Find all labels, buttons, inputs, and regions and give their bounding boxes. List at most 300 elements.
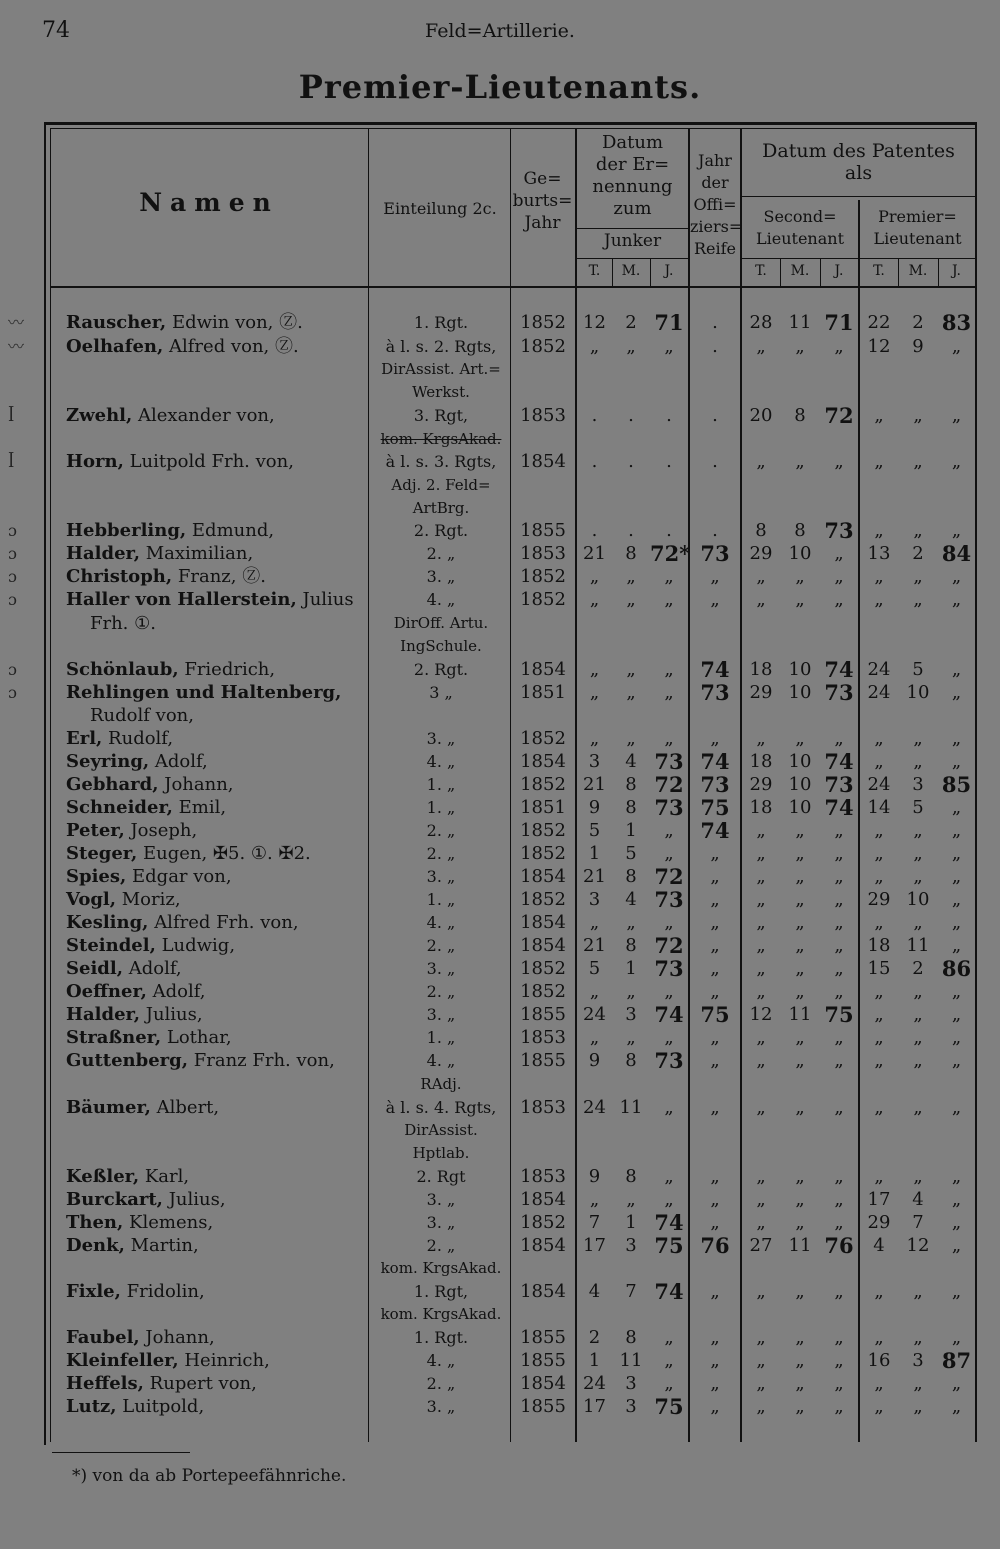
surname: Gebhard, [66, 774, 159, 795]
cell-reife: „ [710, 1327, 720, 1348]
cell-sm: „ [795, 958, 805, 979]
cell-year: 1855 [520, 1350, 566, 1371]
cell-jt: „ [589, 981, 600, 1002]
cell-jm: „ [626, 1189, 636, 1210]
cell-pj: „ [951, 1027, 962, 1048]
surname: Denk, [66, 1235, 125, 1256]
header-sj: J. [834, 263, 844, 279]
cell-year: 1852 [520, 566, 566, 587]
cell-pm: 3 [912, 1350, 924, 1371]
cell-pt: 24 [867, 659, 891, 680]
surname: Spies, [66, 866, 127, 887]
cell-pj: „ [951, 866, 962, 887]
table-row [0, 450, 1000, 473]
surname: Oeffner, [66, 981, 147, 1002]
table-row [0, 957, 1000, 980]
subline-unit: DirAssist. [404, 1121, 478, 1139]
subline-unit: RAdj. [420, 1075, 462, 1093]
surname: Schneider, [66, 797, 173, 818]
cell-pm: „ [913, 1097, 923, 1118]
rule-junker-sub [575, 258, 688, 259]
cell-reife: 75 [700, 795, 730, 820]
cell-sj: 76 [824, 1233, 854, 1258]
officer-name [66, 957, 182, 980]
cell-jm: „ [626, 566, 636, 587]
cell-year: 1852 [520, 728, 566, 749]
officer-name [66, 1096, 219, 1119]
unit-assignment: 3. „ [426, 1397, 456, 1416]
cell-year: 1852 [520, 843, 566, 864]
table-row [0, 1280, 1000, 1303]
cell-pt: „ [874, 1027, 884, 1048]
officer-name [66, 1395, 204, 1418]
surname: Halder, [66, 1004, 140, 1025]
cell-jt: „ [589, 589, 600, 610]
cell-pj: 85 [941, 772, 972, 797]
surname: Haller von Hallerstein, [66, 589, 297, 610]
table-row [0, 404, 1000, 427]
cell-jj: 73 [654, 887, 684, 912]
cell-pj: „ [951, 912, 962, 933]
unit-assignment: 1. „ [426, 775, 456, 794]
officer-name [66, 1026, 232, 1049]
cell-jm: „ [626, 912, 636, 933]
surname: Bäumer, [66, 1097, 151, 1118]
surname: Oelhafen, [66, 336, 164, 357]
given-name: Maximilian, [145, 543, 254, 564]
officer-name [66, 311, 303, 334]
given-name: Alfred von, Ⓩ. [169, 336, 299, 357]
cell-pm: „ [913, 1004, 923, 1025]
officer-name [66, 1234, 199, 1257]
cell-year: 1854 [520, 935, 566, 956]
unit-assignment: 3. Rgt, [413, 406, 469, 425]
cell-pj: „ [951, 1166, 962, 1187]
cell-jm: 1 [625, 1212, 637, 1233]
cell-pm: „ [913, 843, 923, 864]
subline-unit: kom. KrgsAkad. [380, 1305, 502, 1323]
unit-assignment: 1. Rgt. [413, 1328, 469, 1347]
cell-reife: „ [710, 843, 720, 864]
cell-jj: 71 [654, 310, 684, 335]
cell-pm: 11 [906, 935, 930, 956]
cell-year: 1853 [520, 405, 566, 426]
officer-name [66, 1211, 213, 1234]
cell-pm: 3 [912, 774, 924, 795]
cell-year: 1854 [520, 1235, 566, 1256]
cell-year: 1852 [520, 336, 566, 357]
surname: Horn, [66, 451, 124, 472]
unit-assignment: 4. „ [426, 1351, 456, 1370]
header-premier-lieutenant: Premier= Lieutenant [873, 207, 962, 248]
unit-assignment: 3. „ [426, 1005, 456, 1024]
table-row [0, 519, 1000, 542]
cell-pm: „ [913, 751, 923, 772]
surname: Peter, [66, 820, 125, 841]
cell-reife: 73 [700, 541, 730, 566]
cell-year: 1852 [520, 774, 566, 795]
cell-year: 1853 [520, 1166, 566, 1187]
cell-pt: 29 [867, 1212, 891, 1233]
cell-pt: „ [874, 1097, 884, 1118]
cell-reife: „ [710, 866, 720, 887]
cell-pj: 87 [941, 1348, 972, 1373]
cell-pt: „ [874, 866, 884, 887]
cell-reife: 75 [700, 1002, 730, 1027]
cell-jt: 1 [588, 1350, 601, 1371]
cell-jj: „ [664, 1189, 674, 1210]
cell-pt: „ [874, 981, 884, 1002]
footnote-rule [52, 1452, 190, 1453]
cell-reife: „ [710, 1350, 720, 1371]
cell-pt: 29 [867, 889, 891, 910]
cell-year: 1855 [520, 1396, 566, 1417]
cell-sj: „ [834, 889, 844, 910]
cell-jm: 7 [625, 1281, 637, 1302]
cell-jm: 8 [625, 1166, 637, 1187]
cell-jt: „ [589, 728, 600, 749]
cell-st: 18 [749, 797, 773, 818]
cell-st: 20 [749, 405, 773, 426]
cell-pt: „ [874, 1396, 884, 1417]
cell-reife: „ [710, 1027, 720, 1048]
table-row [0, 1234, 1000, 1257]
cell-jj: 72 [654, 933, 684, 958]
margin-mark: ꟾ [8, 452, 15, 471]
cell-pj: „ [951, 589, 962, 610]
table-row [0, 588, 1000, 611]
cell-pm: „ [913, 451, 923, 472]
cell-reife: „ [710, 1281, 720, 1302]
unit-assignment: 2. Rgt. [413, 660, 469, 679]
surname: Christoph, [66, 566, 173, 587]
unit-assignment: 3. „ [426, 959, 456, 978]
cell-sj: „ [834, 1327, 844, 1348]
cell-pj: „ [951, 1189, 962, 1210]
cell-jm: 8 [625, 797, 637, 818]
cell-sj: 74 [824, 657, 854, 682]
cell-pm: „ [913, 981, 923, 1002]
cell-reife: „ [710, 566, 720, 587]
cell-jm: 8 [625, 1050, 637, 1071]
cell-jm: „ [626, 589, 636, 610]
page-title: Premier-Lieutenants. [298, 68, 702, 106]
cell-pt: „ [874, 589, 884, 610]
cell-pj: „ [951, 820, 962, 841]
cell-jt: 1 [588, 843, 601, 864]
cell-sm: „ [795, 336, 805, 357]
header-geburtsjahr: Ge= burts= Jahr [512, 169, 573, 233]
cell-pt: 15 [867, 958, 891, 979]
officer-name [66, 1372, 257, 1395]
rule-junker-top [575, 228, 688, 229]
cell-jj: „ [664, 912, 674, 933]
given-name: Albert, [156, 1097, 220, 1118]
cell-reife: „ [710, 1373, 720, 1394]
header-st: T. [755, 263, 767, 279]
cell-year: 1853 [520, 1027, 566, 1048]
cell-jt: „ [589, 1189, 600, 1210]
cell-jt: 4 [588, 1281, 601, 1302]
margin-mark: ɔ [8, 660, 17, 679]
cell-pm: „ [913, 1027, 923, 1048]
cell-jt: 12 [583, 312, 606, 333]
cell-jt: 2 [588, 1327, 601, 1348]
cell-jt: 21 [583, 774, 606, 795]
cell-pt: „ [874, 520, 884, 541]
cell-jm: 3 [625, 1235, 637, 1256]
footnote: *) von da ab Portepeefähnriche. [72, 1466, 347, 1486]
table-row [0, 1372, 1000, 1395]
header-pm: M. [908, 263, 928, 279]
surname: Kleinfeller, [66, 1350, 179, 1371]
cell-jt: 21 [583, 543, 606, 564]
cell-reife: . [712, 336, 718, 357]
cell-jm: „ [626, 728, 636, 749]
cell-pm: 7 [912, 1212, 924, 1233]
table-row [0, 1165, 1000, 1188]
subline-unit: kom. KrgsAkad. [380, 430, 502, 448]
cell-pj: „ [951, 1212, 962, 1233]
officer-name [66, 565, 266, 588]
cell-pm: „ [913, 1166, 923, 1187]
cell-sj: „ [834, 1212, 844, 1233]
cell-year: 1854 [520, 451, 566, 472]
cell-year: 1852 [520, 820, 566, 841]
surname: Seidl, [66, 958, 123, 979]
cell-pj: 83 [941, 310, 972, 335]
cell-pt: „ [874, 912, 884, 933]
header-sm: M. [790, 263, 810, 279]
cell-year: 1854 [520, 866, 566, 887]
cell-sm: „ [795, 1373, 805, 1394]
given-name: Klemens, [129, 1212, 214, 1233]
cell-jm: 8 [625, 774, 637, 795]
table-row [0, 819, 1000, 842]
cell-pj: „ [951, 843, 962, 864]
header-pj: J. [952, 263, 961, 279]
header-namen: Namen [139, 188, 279, 217]
cell-jm: 8 [625, 935, 637, 956]
cell-st: „ [756, 912, 766, 933]
cell-jj: 73 [654, 749, 684, 774]
cell-sj: „ [834, 1281, 844, 1302]
subline-unit: IngSchule. [400, 637, 482, 655]
margin-mark: ɔ [8, 590, 17, 609]
surname: Seyring, [66, 751, 150, 772]
cell-pj: „ [951, 405, 962, 426]
cell-jj: „ [664, 336, 674, 357]
cell-sj: „ [834, 1050, 844, 1071]
cell-jm: „ [626, 336, 636, 357]
cell-jj: 73 [654, 795, 684, 820]
officer-name [66, 934, 235, 957]
cell-sj: „ [834, 543, 844, 564]
margin-mark: ɔ [8, 521, 17, 540]
cell-pj: 84 [941, 541, 972, 566]
officer-name [66, 1280, 205, 1303]
cell-pm: „ [913, 820, 923, 841]
cell-sm: 10 [788, 659, 812, 680]
cell-sj: „ [834, 589, 844, 610]
given-name: Johann, [145, 1327, 215, 1348]
cell-pm: 5 [912, 797, 924, 818]
rule-patent-sub [740, 258, 975, 259]
given-name: Emil, [178, 797, 227, 818]
cell-st: „ [756, 1050, 766, 1071]
surname: Then, [66, 1212, 124, 1233]
cell-st: „ [756, 336, 766, 357]
cell-pm: „ [913, 1327, 923, 1348]
cell-jm: . [628, 405, 634, 426]
cell-year: 1855 [520, 1050, 566, 1071]
cell-jj: 75 [654, 1394, 684, 1419]
cell-pm: 5 [912, 659, 924, 680]
table-row [0, 1003, 1000, 1026]
cell-pm: 10 [906, 889, 930, 910]
cell-jt: 21 [583, 935, 606, 956]
table-row [0, 773, 1000, 796]
cell-jj: . [666, 451, 672, 472]
subline-name: Frh. ①. [90, 613, 156, 634]
surname: Rauscher, [66, 312, 167, 333]
cell-st: 18 [749, 659, 773, 680]
cell-jj: „ [664, 682, 674, 703]
cell-jt: „ [589, 659, 600, 680]
cell-year: 1851 [520, 682, 566, 703]
officer-name [66, 658, 275, 681]
cell-sj: „ [834, 1027, 844, 1048]
cell-sm: „ [795, 1166, 805, 1187]
cell-st: 29 [749, 774, 773, 795]
surname: Fixle, [66, 1281, 121, 1302]
cell-sj: „ [834, 728, 844, 749]
cell-pm: 12 [906, 1235, 930, 1256]
given-name: Julius, [145, 1004, 203, 1025]
cell-jj: „ [664, 843, 674, 864]
table-row [0, 335, 1000, 358]
cell-pt: 16 [867, 1350, 891, 1371]
given-name: Luitpold, [122, 1396, 205, 1417]
surname: Heffels, [66, 1373, 144, 1394]
cell-pj: „ [951, 1004, 962, 1025]
cell-pt: 24 [867, 682, 891, 703]
unit-assignment: 2. „ [426, 936, 456, 955]
cell-jm: 3 [625, 1004, 637, 1025]
cell-jt: . [591, 520, 598, 541]
table-row [0, 658, 1000, 681]
cell-sm: 10 [788, 682, 812, 703]
cell-year: 1854 [520, 659, 566, 680]
subline-unit: Werkst. [412, 383, 470, 401]
cell-pt: 12 [867, 336, 891, 357]
cell-year: 1852 [520, 958, 566, 979]
cell-sj: „ [834, 1350, 844, 1371]
cell-reife: „ [710, 589, 720, 610]
given-name: Alfred Frh. von, [154, 912, 299, 933]
running-head: Feld=Artillerie. [425, 20, 575, 42]
cell-sm: „ [795, 1027, 805, 1048]
officer-name [66, 1188, 226, 1211]
cell-jt: 17 [583, 1396, 606, 1417]
margin-mark: 〰 [8, 313, 25, 332]
cell-reife: 73 [700, 772, 730, 797]
cell-sj: „ [834, 981, 844, 1002]
cell-jm: 4 [625, 751, 637, 772]
cell-reife: 74 [700, 749, 730, 774]
cell-reife: „ [710, 958, 720, 979]
unit-assignment: 1. Rgt, [413, 1282, 469, 1301]
cell-pm: „ [913, 1050, 923, 1071]
surname: Lutz, [66, 1396, 117, 1417]
cell-pt: „ [874, 566, 884, 587]
header-reife: Jahr der Offi= ziers= Reife [690, 151, 743, 258]
cell-sm: 10 [788, 774, 812, 795]
cell-pt: „ [874, 451, 884, 472]
cell-pj: „ [951, 451, 962, 472]
unit-assignment: 3. „ [426, 1213, 456, 1232]
subline-unit: Hptlab. [412, 1144, 470, 1162]
cell-st: 18 [749, 751, 773, 772]
cell-sj: „ [834, 1396, 844, 1417]
cell-sj: 73 [824, 772, 854, 797]
table-row [0, 1211, 1000, 1234]
surname: Straßner, [66, 1027, 162, 1048]
cell-st: 8 [755, 520, 767, 541]
cell-st: „ [756, 451, 766, 472]
cell-year: 1852 [520, 589, 566, 610]
given-name: Adolf, [154, 751, 208, 772]
unit-assignment: 4. „ [426, 913, 456, 932]
cell-pt: „ [874, 1166, 884, 1187]
subline-unit: DirAssist. Art.= [381, 360, 501, 378]
cell-pt: 22 [867, 312, 891, 333]
cell-reife: „ [710, 1396, 720, 1417]
unit-assignment: 2. „ [426, 982, 456, 1001]
cell-year: 1855 [520, 1004, 566, 1025]
cell-sm: „ [795, 1050, 805, 1071]
cell-jj: „ [664, 981, 674, 1002]
table-row [0, 888, 1000, 911]
cell-sm: „ [795, 451, 805, 472]
cell-sm: 10 [788, 543, 812, 564]
cell-pj: „ [951, 889, 962, 910]
cell-sj: 74 [824, 749, 854, 774]
cell-jm: 1 [625, 958, 637, 979]
cell-year: 1854 [520, 912, 566, 933]
cell-reife: „ [710, 889, 720, 910]
cell-pt: „ [874, 843, 884, 864]
header-jj: J. [664, 263, 674, 279]
cell-jm: „ [626, 659, 636, 680]
cell-pj: „ [951, 1281, 962, 1302]
officer-name [66, 588, 354, 611]
cell-st: 27 [749, 1235, 773, 1256]
cell-reife: 74 [700, 657, 730, 682]
cell-pm: 2 [912, 543, 924, 564]
table-row [0, 796, 1000, 819]
table-row [0, 311, 1000, 334]
cell-jm: „ [626, 682, 636, 703]
cell-jt: 21 [583, 866, 606, 887]
margin-mark: ɔ [8, 567, 17, 586]
cell-jj: „ [664, 566, 674, 587]
cell-reife: 73 [700, 680, 730, 705]
cell-sm: „ [795, 820, 805, 841]
cell-sm: „ [795, 912, 805, 933]
unit-assignment: 3. „ [426, 867, 456, 886]
cell-reife: . [712, 405, 718, 426]
